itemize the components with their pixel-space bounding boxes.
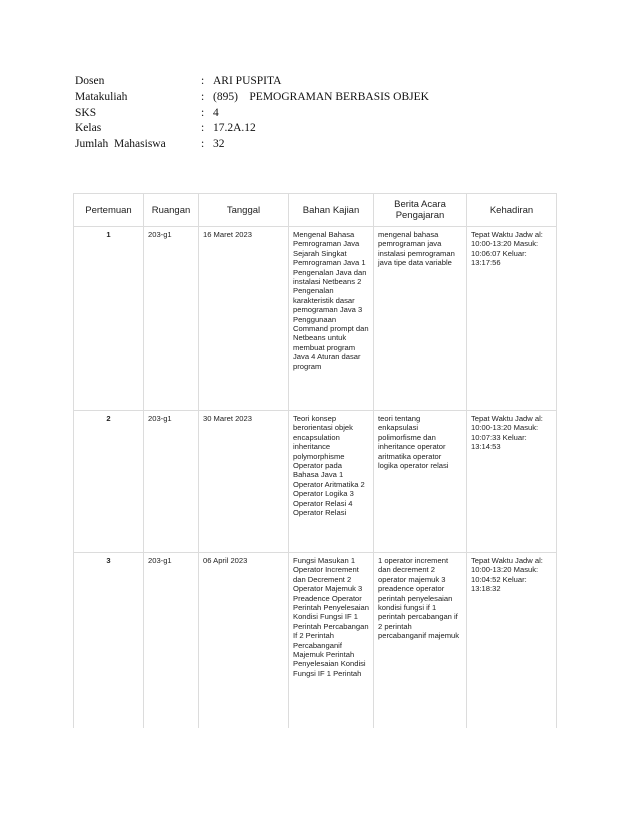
info-colon: : bbox=[201, 106, 205, 119]
info-label: SKS bbox=[75, 106, 97, 119]
cell-tanggal: 16 Maret 2023 bbox=[199, 227, 289, 411]
cell-ruangan: 203-g1 bbox=[144, 227, 199, 411]
header-ruangan: Ruangan bbox=[144, 194, 199, 227]
cell-berita-acara: teori tentang enkapsulasi polimorfisme dan inheritance operator aritmatika operator logika operator relasi bbox=[374, 411, 467, 553]
cell-ruangan: 203-g1 bbox=[144, 553, 199, 728]
cell-berita-acara: 1 operator increment dan decrement 2 operator majemuk 3 preadence operator perintah penyelesaian kondisi fungsi if 1 perintah percabangan if 2 perintah percabanganif majemuk bbox=[374, 553, 467, 728]
cell-pertemuan: 3 bbox=[74, 553, 144, 728]
cell-pertemuan: 2 bbox=[74, 411, 144, 553]
cell-tanggal: 30 Maret 2023 bbox=[199, 411, 289, 553]
cell-bahan-kajian: Fungsi Masukan 1 Operator Increment dan Decrement 2 Operator Majemuk 3 Preadence Operator Perintah Penyelesaian Kondisi Fungsi IF 1 Perintah Percabangan If 2 Perintah Percabanganif Majemuk Perintah Penyelesaian Kondisi Fungsi IF 1 Perintah bbox=[289, 553, 374, 728]
info-value: (895) PEMOGRAMAN BERBASIS OBJEK bbox=[213, 90, 429, 103]
info-value: 17.2A.12 bbox=[213, 122, 256, 135]
cell-bahan-kajian: Mengenal Bahasa Pemrograman Java Sejarah Singkat Pemrograman Java 1 Pengenalan Java dan instalasi Netbeans 2 Pengenalan karakteristik dasar pemograman Java 3 Penggunaan Command prompt dan Netbeans untuk membuat program Java 4 Aturan dasar program bbox=[289, 227, 374, 411]
header-bahan-kajian: Bahan Kajian bbox=[289, 194, 374, 227]
table-row bbox=[74, 411, 557, 553]
info-row-kelas bbox=[75, 121, 429, 137]
cell-tanggal: 06 April 2023 bbox=[199, 553, 289, 728]
cell-kehadiran: Tepat Waktu Jadw al: 10:00-13:20 Masuk: 10:04:52 Keluar: 13:18:32 bbox=[467, 553, 557, 728]
attendance-table bbox=[73, 193, 557, 728]
course-info bbox=[75, 74, 429, 153]
table-row bbox=[74, 553, 557, 728]
header-kehadiran: Kehadiran bbox=[467, 194, 557, 227]
cell-bahan-kajian: Teori konsep berorientasi objek encapsulation inheritance polymorphisme Operator pada Bahasa Java 1 Operator Aritmatika 2 Operator Logika 3 Operator Relasi 4 Operator Relasi bbox=[289, 411, 374, 553]
header-berita-acara: Berita Acara Pengajaran bbox=[374, 194, 467, 227]
info-value: 4 bbox=[213, 106, 219, 119]
cell-ruangan: 203-g1 bbox=[144, 411, 199, 553]
info-label: Dosen bbox=[75, 75, 105, 87]
header-tanggal: Tanggal bbox=[199, 194, 289, 227]
info-colon: : bbox=[201, 138, 205, 151]
info-colon: : bbox=[201, 122, 205, 135]
table-row bbox=[74, 227, 557, 411]
info-label: Jumlah Mahasiswa bbox=[75, 138, 166, 151]
info-label: Kelas bbox=[75, 122, 102, 135]
info-colon: : bbox=[201, 75, 205, 87]
info-row-jumlah-mahasiswa bbox=[75, 137, 429, 153]
header-pertemuan: Pertemuan bbox=[74, 194, 144, 227]
cell-berita-acara: mengenal bahasa pemrograman java instalasi pemrograman java tipe data variable bbox=[374, 227, 467, 411]
info-value: 32 bbox=[213, 138, 225, 151]
info-row-dosen bbox=[75, 74, 429, 90]
info-value: ARI PUSPITA bbox=[213, 75, 282, 87]
table-header-row bbox=[74, 194, 557, 227]
info-label: Matakuliah bbox=[75, 90, 128, 103]
info-colon: : bbox=[201, 90, 205, 103]
cell-kehadiran: Tepat Waktu Jadw al: 10:00-13:20 Masuk: 10:06:07 Keluar: 13:17:56 bbox=[467, 227, 557, 411]
info-row-matakuliah bbox=[75, 90, 429, 106]
cell-kehadiran: Tepat Waktu Jadw al: 10:00-13:20 Masuk: 10:07:33 Keluar: 13:14:53 bbox=[467, 411, 557, 553]
cell-pertemuan: 1 bbox=[74, 227, 144, 411]
info-row-sks bbox=[75, 106, 429, 122]
